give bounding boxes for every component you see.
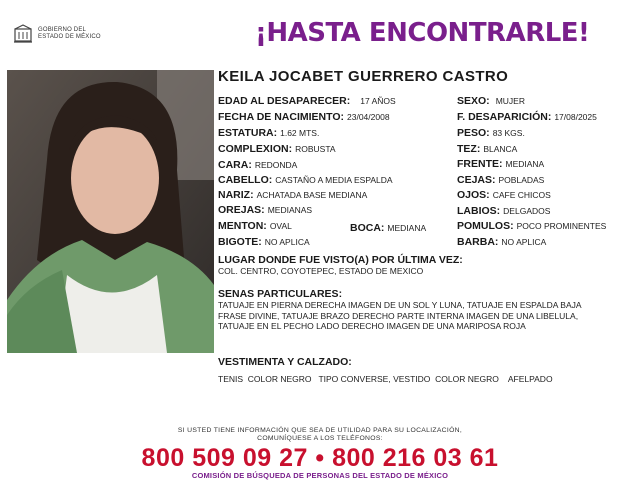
field-cejas	[457, 174, 544, 187]
field-value: 23/04/2008	[347, 112, 390, 122]
field-value: 17/08/2025	[554, 112, 597, 122]
field-value: CASTAÑO A MEDIA ESPALDA	[275, 175, 393, 185]
field-label: BIGOTE:	[218, 236, 262, 248]
field-cabello	[218, 174, 393, 187]
field-label: LABIOS:	[457, 205, 501, 217]
field-value: 83 KGS.	[492, 128, 525, 138]
field-value: 1.62 MTS.	[280, 128, 320, 138]
phone-numbers: 800 509 09 27 • 800 216 03 61	[141, 444, 499, 472]
field-frente	[457, 158, 544, 171]
commission-name: COMISIÓN DE BÚSQUEDA DE PERSONAS DEL ESTADO DE MÉXICO	[191, 471, 449, 480]
clothing-title: VESTIMENTA Y CALZADO:	[218, 356, 352, 368]
field-value: ACHATADA BASE MEDIANA	[256, 190, 368, 200]
field-nacimiento	[218, 111, 390, 124]
last-seen-title: LUGAR DONDE FUE VISTO(A) POR ÚLTIMA VEZ:	[218, 254, 463, 266]
field-value: MEDIANAS	[267, 205, 313, 215]
field-barba	[457, 236, 546, 249]
field-label: CARA:	[218, 159, 252, 171]
logo-text	[38, 27, 101, 41]
field-label: TEZ:	[457, 143, 481, 155]
field-label: PESO:	[457, 127, 490, 139]
field-tez	[457, 143, 517, 156]
field-label: EDAD AL DESAPARECER:	[218, 95, 351, 107]
field-value: REDONDA	[254, 160, 298, 170]
field-label: NARIZ:	[218, 189, 254, 201]
portrait-photo	[7, 70, 214, 353]
field-label: CEJAS:	[457, 174, 496, 186]
field-label: FRENTE:	[457, 158, 503, 170]
field-desaparicion	[457, 111, 597, 124]
field-label: CABELLO:	[218, 174, 273, 186]
field-label: SEXO:	[457, 95, 490, 107]
field-value: DELGADOS	[503, 206, 551, 216]
field-label: OREJAS:	[218, 204, 265, 216]
field-peso	[457, 127, 525, 140]
field-value: POBLADAS	[498, 175, 545, 185]
person-name: KEILA JOCABET GUERRERO CASTRO	[218, 68, 509, 85]
portrait-illustration	[7, 70, 214, 353]
particulars-line-2: FRASE DIVINE, TATUAJE BRAZO DERECHO PARTE INTERNA IMAGEN DE UNA LIBELULA,	[218, 310, 579, 321]
field-orejas	[218, 204, 312, 217]
field-boca	[350, 222, 426, 235]
field-value: MEDIANA	[505, 159, 545, 169]
field-edad	[218, 95, 396, 108]
field-cara	[218, 159, 297, 172]
last-seen-text: COL. CENTRO, COYOTEPEC, ESTADO DE MEXICO	[218, 266, 424, 276]
field-label: POMULOS:	[457, 220, 514, 232]
particulars-text	[218, 300, 582, 332]
state-seal-icon	[12, 23, 34, 45]
field-label: BARBA:	[457, 236, 499, 248]
field-labios	[457, 205, 550, 218]
field-bigote	[218, 236, 310, 249]
field-value: ROBUSTA	[295, 144, 336, 154]
field-complexion	[218, 143, 336, 156]
field-label: F. DESAPARICIÓN:	[457, 111, 552, 123]
field-label: OJOS:	[457, 189, 490, 201]
field-value: 17 AÑOS	[360, 96, 396, 106]
logo-line-1: GOBIERNO DEL	[38, 27, 87, 33]
field-label: MENTON:	[218, 220, 267, 232]
field-label: ESTATURA:	[218, 127, 278, 139]
field-pomulos	[457, 220, 606, 233]
field-label: COMPLEXION:	[218, 143, 293, 155]
footer-note-1: SI USTED TIENE INFORMACIÓN QUE SEA DE UTILIDAD PARA SU LOCALIZACIÓN,	[177, 427, 463, 434]
footer-note-2: COMUNÍQUESE A LOS TELÉFONOS:	[257, 435, 383, 442]
field-ojos	[457, 189, 551, 202]
particulars-line-3: TATUAJE EN EL PECHO LADO DERECHO IMAGEN DE UNA MARIPOSA ROJA	[218, 321, 526, 331]
government-logo	[12, 22, 122, 46]
headline: ¡HASTA ENCONTRARLE!	[255, 18, 590, 48]
field-value: MEDIANA	[387, 223, 427, 233]
field-value: OVAL	[269, 221, 292, 231]
field-value: NO APLICA	[264, 237, 310, 247]
field-sexo	[457, 95, 525, 108]
field-nariz	[218, 189, 367, 202]
field-value: MUJER	[495, 96, 525, 106]
field-value: BLANCA	[483, 144, 518, 154]
field-value: NO APLICA	[501, 237, 547, 247]
particulars-line-1: TATUAJE EN PIERNA DERECHA IMAGEN DE UN SOL Y LUNA, TATUAJE EN ESPALDA BAJA	[218, 300, 582, 310]
field-menton	[218, 220, 292, 233]
field-label: FECHA DE NACIMIENTO:	[218, 111, 344, 123]
field-estatura	[218, 127, 319, 140]
field-label: BOCA:	[350, 222, 385, 234]
field-value: CAFE CHICOS	[492, 190, 551, 200]
clothing-text: TENIS COLOR NEGRO TIPO CONVERSE, VESTIDO COLOR NEGRO AFELPADO	[218, 374, 553, 384]
field-value: POCO PROMINENTES	[516, 221, 607, 231]
particulars-title: SENAS PARTICULARES:	[218, 288, 343, 300]
logo-line-2: ESTADO DE MÉXICO	[38, 34, 101, 40]
